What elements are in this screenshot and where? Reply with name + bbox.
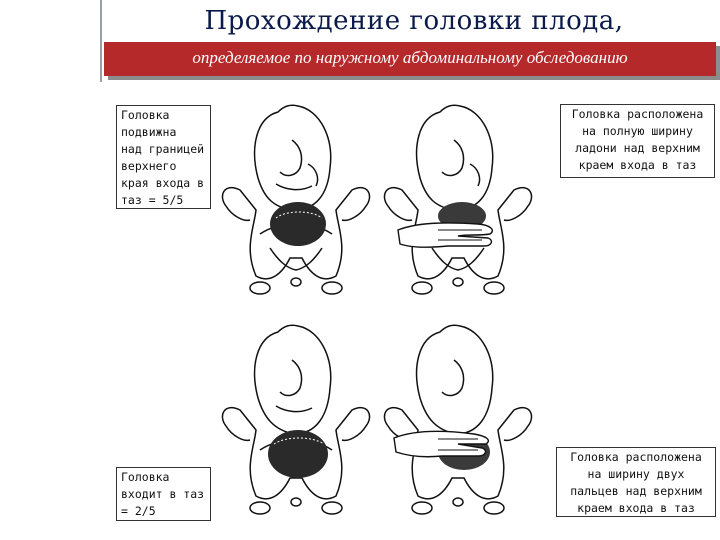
header-divider-line (100, 0, 102, 82)
caption-two-fingers: Головка расположена на ширину двух пальцев над верхним краем входа в таз (556, 447, 716, 517)
caption-head-entering: Головка входит в таз = 2/5 (116, 467, 211, 521)
fetus-pelvis-illustration-2 (216, 318, 376, 518)
caption-head-mobile: Головка подвижна над границей верхнего края входа в таз = 5/5 (116, 105, 211, 209)
caption-palm-width: Головка расположена на полную ширину ладони над верхним краем входа в таз (560, 104, 715, 178)
fetus-pelvis-palm-illustration (378, 98, 538, 298)
slide-title: Прохождение головки плода, (204, 6, 624, 36)
fetus-pelvis-fingers-illustration (378, 318, 538, 518)
fetus-pelvis-illustration-1 (216, 98, 376, 298)
slide-subtitle: определяемое по наружному абдоминальному обследованию (192, 48, 628, 67)
